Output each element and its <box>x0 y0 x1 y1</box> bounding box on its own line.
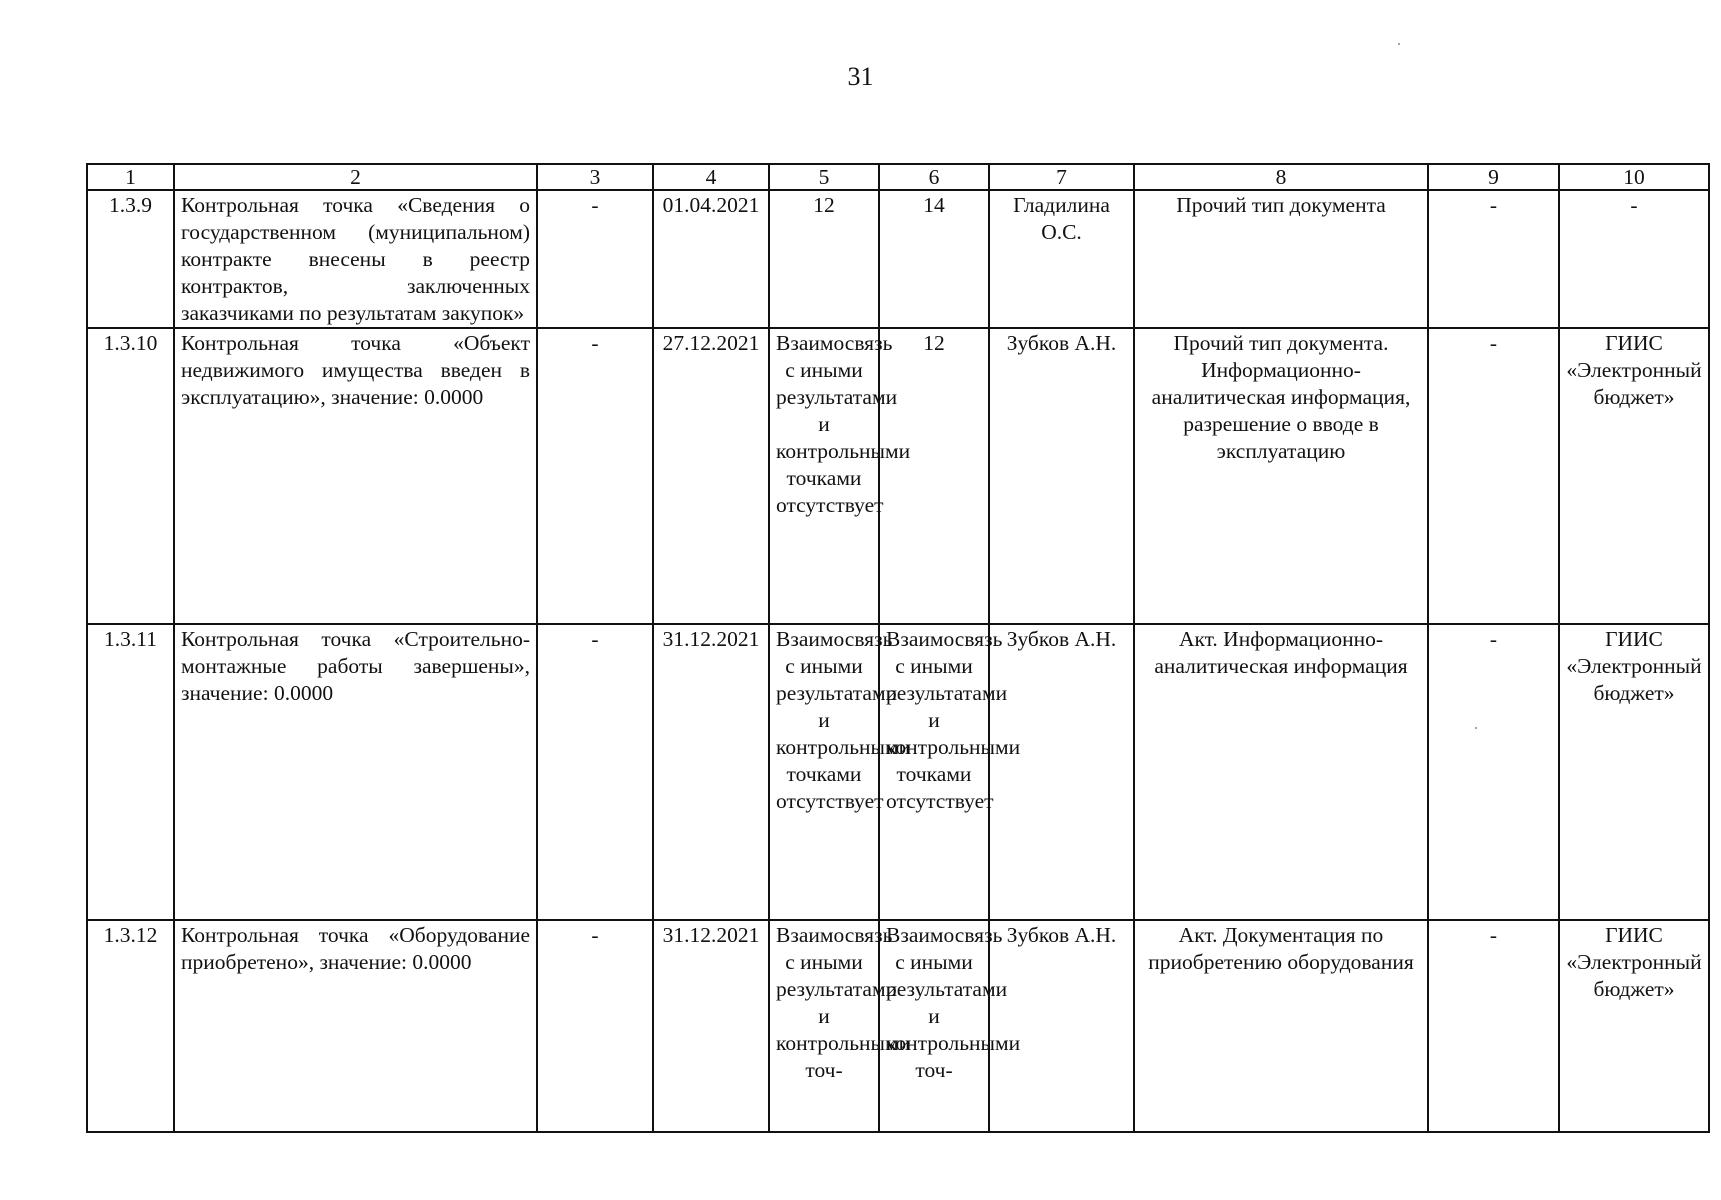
page-number: 31 <box>847 62 874 91</box>
header-cell-5: 5 <box>769 164 879 190</box>
row-col9: - <box>1428 328 1559 624</box>
row-col3: - <box>537 624 653 920</box>
row-col5: Взаимосвязь с иными результатами и контрольными точ- <box>769 920 879 1132</box>
row-col3: - <box>537 190 653 328</box>
row-col3: - <box>537 328 653 624</box>
row-description: Контрольная точка «Оборудование приобретено», значение: 0.0000 <box>174 920 537 1132</box>
row-date: 01.04.2021 <box>653 190 769 328</box>
row-col9: - <box>1428 920 1559 1132</box>
row-col9: - <box>1428 624 1559 920</box>
row-col5: Взаимосвязь с иными результатами и контрольными точками отсутствует <box>769 624 879 920</box>
table-row <box>87 190 1709 328</box>
table-row <box>87 328 1709 624</box>
row-number: 1.3.12 <box>87 920 174 1132</box>
row-col6: Взаимосвязь с иными результатами и контрольными точками отсутствует <box>879 624 989 920</box>
row-doc-type: Акт. Информационно-аналитическая информация <box>1134 624 1428 920</box>
row-col10: - <box>1559 190 1709 328</box>
row-col5: 12 <box>769 190 879 328</box>
row-col6: 14 <box>879 190 989 328</box>
table-row <box>87 624 1709 920</box>
scan-speck <box>1398 43 1400 45</box>
table-row <box>87 920 1709 1132</box>
header-cell-2: 2 <box>174 164 537 190</box>
header-row <box>87 164 1709 190</box>
row-col9: - <box>1428 190 1559 328</box>
document-table <box>86 163 1710 1133</box>
header-cell-8: 8 <box>1134 164 1428 190</box>
header-cell-10: 10 <box>1559 164 1709 190</box>
row-number: 1.3.10 <box>87 328 174 624</box>
row-doc-type: Прочий тип документа. Информационно-аналитическая информация, разрешение о вводе в эксплуатацию <box>1134 328 1428 624</box>
row-doc-type: Акт. Документация по приобретению оборудования <box>1134 920 1428 1132</box>
row-col10: ГИИС «Электронный бюджет» <box>1559 624 1709 920</box>
header-cell-9: 9 <box>1428 164 1559 190</box>
row-responsible: Зубков А.Н. <box>989 624 1134 920</box>
row-date: 27.12.2021 <box>653 328 769 624</box>
row-number: 1.3.9 <box>87 190 174 328</box>
row-col10: ГИИС «Электронный бюджет» <box>1559 328 1709 624</box>
row-col6: Взаимосвязь с иными результатами и контрольными точ- <box>879 920 989 1132</box>
row-responsible: Гладилина О.С. <box>989 190 1134 328</box>
row-col3: - <box>537 920 653 1132</box>
row-doc-type: Прочий тип документа <box>1134 190 1428 328</box>
row-responsible: Зубков А.Н. <box>989 920 1134 1132</box>
row-col5: Взаимосвязь с иными результатами и контрольными точками отсутствует <box>769 328 879 624</box>
header-cell-1: 1 <box>87 164 174 190</box>
header-cell-7: 7 <box>989 164 1134 190</box>
header-cell-6: 6 <box>879 164 989 190</box>
row-col6: 12 <box>879 328 989 624</box>
header-cell-3: 3 <box>537 164 653 190</box>
row-number: 1.3.11 <box>87 624 174 920</box>
row-col10: ГИИС «Электронный бюджет» <box>1559 920 1709 1132</box>
row-responsible: Зубков А.Н. <box>989 328 1134 624</box>
header-cell-4: 4 <box>653 164 769 190</box>
row-date: 31.12.2021 <box>653 920 769 1132</box>
row-description: Контрольная точка «Сведения о государственном (муниципальном) контракте внесены в реестр контрактов, заключенных заказчиками по результатам закупок» <box>174 190 537 328</box>
row-date: 31.12.2021 <box>653 624 769 920</box>
row-description: Контрольная точка «Строительно-монтажные работы завершены», значение: 0.0000 <box>174 624 537 920</box>
row-description: Контрольная точка «Объект недвижимого имущества введен в эксплуатацию», значение: 0.0000 <box>174 328 537 624</box>
